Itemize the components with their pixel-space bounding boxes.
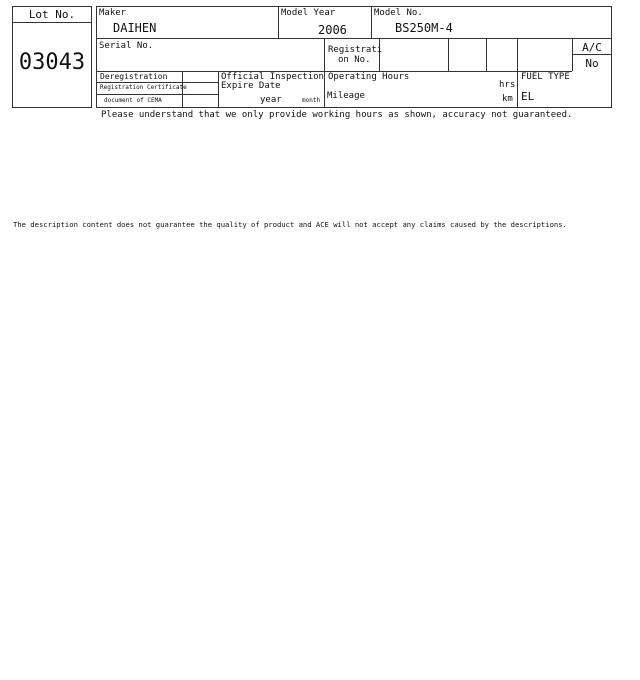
col-divider-serial	[324, 38, 325, 108]
model-year-label: Model Year	[281, 8, 336, 18]
col-divider-fuel	[517, 38, 518, 108]
lot-value: 03043	[18, 50, 86, 75]
fuel-type-value: EL	[521, 90, 535, 103]
deregistration-label: Deregistration	[100, 72, 168, 81]
fuel-type-label: FUEL TYPE	[521, 72, 570, 82]
disclaimer-text: The description content does not guarantee the quality of product and ACE will not accept any claims caused by the descriptions.	[13, 220, 567, 229]
inspection-year-label: year	[260, 95, 282, 105]
dereg-row-2	[96, 94, 218, 95]
lot-divider	[12, 22, 92, 23]
registration-label-line2: on No.	[338, 55, 371, 65]
model-year-value: 2006	[318, 23, 347, 37]
col-divider-modelyear	[371, 6, 372, 38]
col-divider-reg-cell-1	[448, 38, 449, 71]
dereg-row-1	[96, 82, 218, 83]
mileage-unit: km	[502, 94, 513, 104]
ac-label: A/C	[582, 41, 602, 54]
col-divider-maker	[278, 6, 279, 38]
inspection-label-line2: Expire Date	[221, 81, 281, 91]
col-divider-inspection	[218, 71, 219, 108]
maker-value: DAIHEN	[113, 21, 157, 35]
working-hours-note: Please understand that we only provide working hours as shown, accuracy not guaranteed.	[101, 110, 573, 120]
lot-label: Lot No.	[28, 8, 76, 21]
inspection-month-label: month	[302, 97, 321, 104]
row-divider-1	[96, 38, 612, 39]
row-divider-ac	[572, 54, 612, 55]
cema-document-label: document of CEMA	[104, 97, 162, 104]
operating-hours-label: Operating Hours	[328, 72, 410, 82]
inspection-label-line1: Official Inspection	[221, 72, 324, 82]
col-divider-reg-cell-2	[486, 38, 487, 71]
operating-hours-unit: hrs	[499, 80, 516, 90]
serial-label: Serial No.	[99, 41, 154, 51]
registration-label-line1: Registrati	[328, 45, 383, 55]
mileage-label: Mileage	[327, 91, 365, 101]
model-no-value: BS250M-4	[395, 21, 453, 35]
model-no-label: Model No.	[374, 8, 423, 18]
maker-label: Maker	[99, 8, 127, 18]
ac-value: No	[585, 57, 599, 70]
registration-certificate-label: Registration Certificate	[100, 84, 187, 91]
